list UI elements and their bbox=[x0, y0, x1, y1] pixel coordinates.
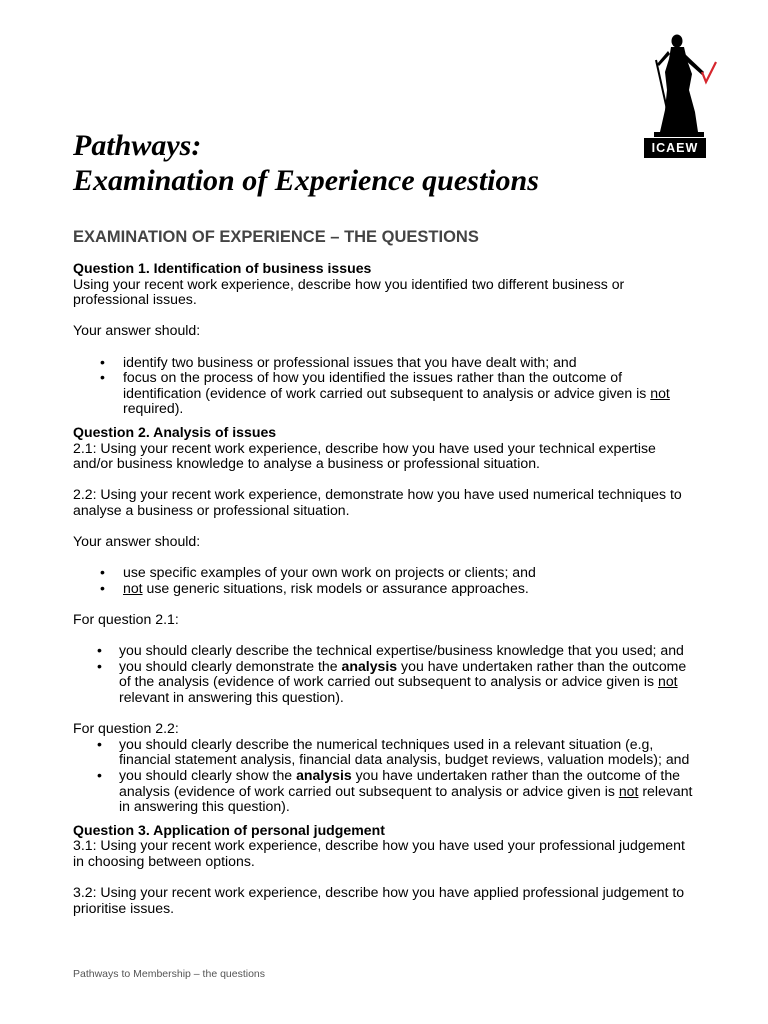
list-item: • you should clearly describe the technical expertise/business knowledge that you used; and bbox=[73, 643, 698, 659]
page-footer: Pathways to Membership – the questions bbox=[73, 968, 266, 980]
icaew-logo bbox=[640, 32, 718, 158]
justice-figure-icon bbox=[640, 32, 718, 140]
question-2-2-label: For question 2.2: bbox=[73, 720, 179, 737]
icaew-wordmark: ICAEW bbox=[644, 138, 706, 158]
question-3-heading: Question 3. Application of personal judgement bbox=[73, 821, 385, 838]
question-3-2-text: 3.2: Using your recent work experience, describe how you have applied professional judgement to prioritise issues. bbox=[73, 884, 685, 916]
question-1-heading: Question 1. Identification of business issues bbox=[73, 260, 372, 276]
answer-intro: Your answer should: bbox=[73, 322, 201, 339]
question-2-1-bullets bbox=[73, 643, 698, 705]
section-heading: EXAMINATION OF EXPERIENCE – THE QUESTIONS bbox=[73, 228, 479, 246]
title-line-1: Pathways: bbox=[73, 129, 202, 162]
list-item: • you should clearly describe the numerical techniques used in a relevant situation (e.g, financial statement analysis, financial data analysis, budget reviews, valuation models); and bbox=[73, 737, 698, 768]
question-2-heading: Question 2. Analysis of issues bbox=[73, 423, 277, 440]
questions-content bbox=[73, 261, 698, 916]
list-item: • use specific examples of your own work on projects or clients; and bbox=[73, 565, 698, 581]
question-2-1-label: For question 2.1: bbox=[73, 611, 179, 628]
page-title bbox=[73, 128, 539, 198]
question-2-2-bullets bbox=[73, 737, 698, 815]
question-1-text: Using your recent work experience, describe how you identified two different business or professional issues. bbox=[73, 275, 625, 308]
question-1-bullets bbox=[73, 355, 698, 417]
list-item: • you should clearly show the analysis you have undertaken rather than the outcome of the analysis (evidence of work carried out subsequent to analysis or advice given is not relevant in answering this question). bbox=[73, 768, 698, 815]
question-2-2-text: 2.2: Using your recent work experience, demonstrate how you have used numerical techniques to analyse a business or professional situation. bbox=[73, 486, 682, 518]
question-2-bullets bbox=[73, 565, 698, 596]
list-item: • identify two business or professional issues that you have dealt with; and bbox=[73, 355, 698, 371]
question-3-1-text: 3.1: Using your recent work experience, describe how you have used your professional judgement in choosing between options. bbox=[73, 837, 685, 869]
title-line-2: Examination of Experience questions bbox=[73, 164, 539, 197]
question-2-1-text: 2.1: Using your recent work experience, describe how you have used your technical expertise and/or business knowledge to analyse a business or professional situation. bbox=[73, 439, 656, 472]
list-item: • you should clearly demonstrate the analysis you have undertaken rather than the outcome of the analysis (evidence of work carried out subsequent to analysis or advice given is not relevant in answering this question). bbox=[73, 659, 698, 706]
answer-intro: Your answer should: bbox=[73, 533, 201, 550]
list-item: • focus on the process of how you identified the issues rather than the outcome of identification (evidence of work carried out subsequent to analysis or advice given is not required). bbox=[73, 370, 698, 417]
list-item: • not use generic situations, risk models or assurance approaches. bbox=[73, 581, 698, 597]
